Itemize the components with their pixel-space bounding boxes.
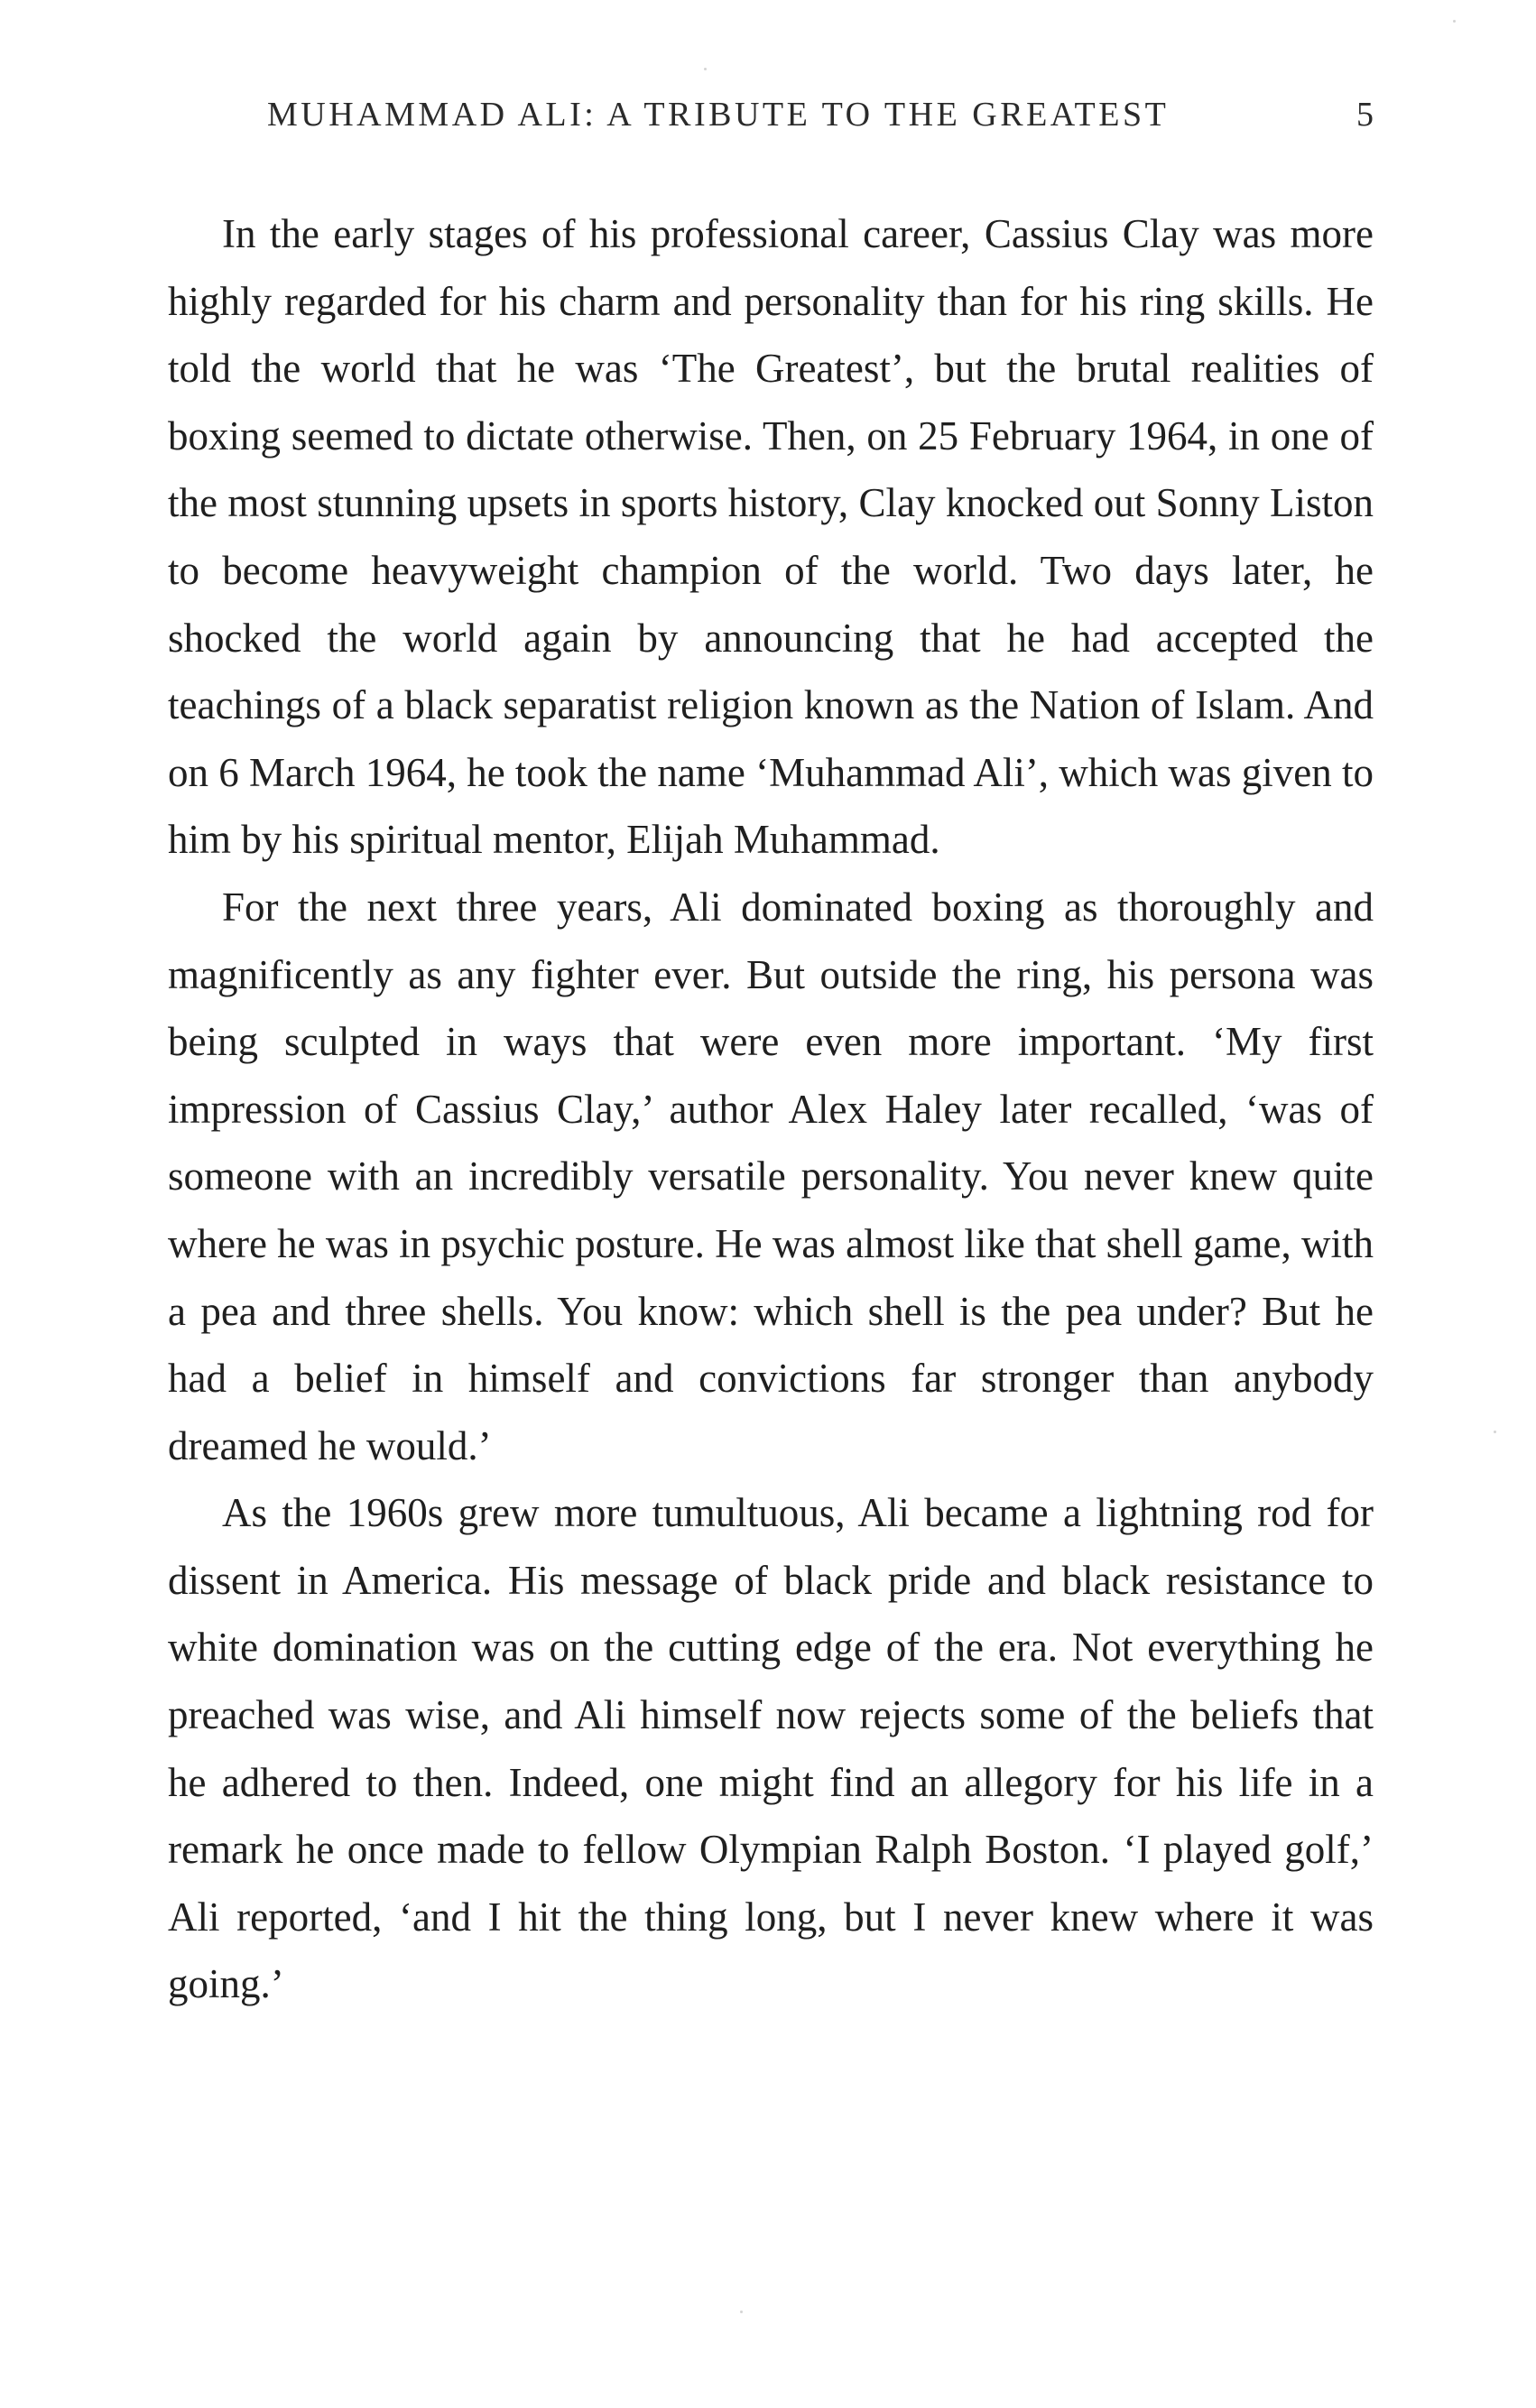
paper-speck — [704, 68, 707, 70]
paragraph: For the next three years, Ali dominated boxing as thoroughly and magnificently as any fighter ever. But outside the ring, his persona was being sculpted in ways that were even more important. ‘My first impression of Cassius Clay,’ author Alex Haley later recalled, ‘was of someone with an incredibly versatile personality. You never knew quite where he was in psychic posture. He was almost like that shell game, with a pea and three shells. You know: which shell is the pea under? But he had a belief in himself and convictions far stronger than anybody dreamed he would.’ — [168, 884, 1374, 1468]
page-number: 5 — [1356, 96, 1374, 134]
paragraph: As the 1960s grew more tumultuous, Ali became a lightning rod for dissent in America. His message of black pride and black resistance to white domination was on the cutting edge of the era. Not everything he preached was wise, and Ali himself now rejects some of the beliefs that he adhered to then. Indeed, one might find an allegory for his life in a remark he once made to fellow Olympian Ralph Boston. ‘I played golf,’ Ali reported, ‘and I hit the thing long, but I never knew where it was going.’ — [168, 1490, 1374, 2007]
paper-speck — [740, 2311, 743, 2313]
paper-speck — [1494, 1431, 1496, 1433]
body-text — [168, 200, 1374, 2018]
running-title: MUHAMMAD ALI: A TRIBUTE TO THE GREATEST — [267, 96, 1170, 134]
paragraph: In the early stages of his professional career, Cassius Clay was more highly regarded for his charm and personality than for his ring skills. He told the world that he was ‘The Greatest’, but the brutal realities of boxing seemed to dictate otherwise. Then, on 25 February 1964, in one of the most stunning upsets in sports history, Clay knocked out Sonny Liston to become heavyweight champion of the world. Two days later, he shocked the world again by announcing that he had accepted the teachings of a black separatist religion known as the Nation of Islam. And on 6 March 1964, he took the name ‘Muhammad Ali’, which was given to him by his spiritual mentor, Elijah Muhammad. — [168, 211, 1374, 863]
paper-speck — [1453, 20, 1456, 23]
running-header — [168, 95, 1374, 144]
